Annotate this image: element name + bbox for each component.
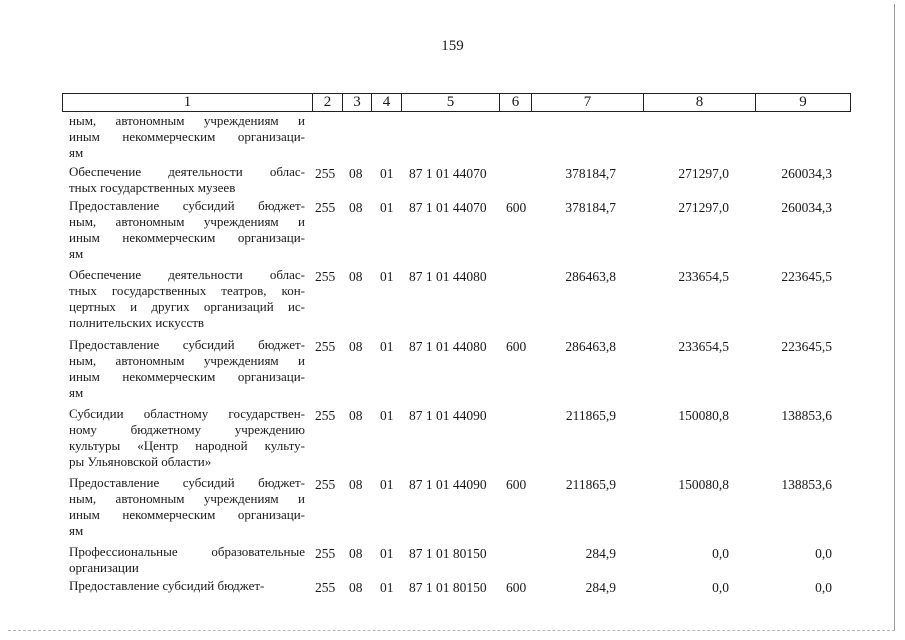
cell-col-8: 271297,0: [678, 200, 729, 215]
table-row: [0, 267, 905, 337]
cell-col-9: 223645,5: [781, 339, 832, 354]
table-row: [0, 406, 905, 475]
cell-col-9: 138853,6: [781, 477, 832, 492]
cell-col-7: 378184,7: [565, 166, 616, 181]
cell-col-8: 150080,8: [678, 408, 729, 423]
page-bottom-edge: [8, 630, 895, 631]
description-line: ры Ульяновской области»: [69, 454, 212, 469]
description-line: ям: [69, 145, 84, 160]
description-line: иным некоммерческим организаци-: [69, 507, 305, 522]
description-line: организации: [69, 560, 139, 575]
cell-col-7: 378184,7: [565, 200, 616, 215]
row-description: [69, 406, 305, 470]
cell-col-2: 255: [315, 166, 336, 181]
cell-col-4: 01: [380, 580, 394, 595]
header-col-7: 7: [532, 94, 644, 111]
cell-col-2: 255: [315, 269, 336, 284]
header-col-9: 9: [799, 94, 807, 110]
cell-col-9: 260034,3: [781, 200, 832, 215]
header-col-2: 2: [313, 94, 343, 111]
row-description: [69, 544, 305, 576]
description-line: Профессиональные образовательные: [69, 544, 305, 559]
cell-col-6: 600: [506, 580, 527, 595]
header-col-8: 8: [644, 94, 756, 111]
description-line: Обеспечение деятельности облас-: [69, 267, 305, 282]
cell-col-8: 150080,8: [678, 477, 729, 492]
table-row: [0, 544, 905, 578]
cell-col-5: 87 1 01 44090: [409, 477, 487, 492]
description-line: ным, автономным учреждениям и: [69, 214, 305, 229]
table-row: [0, 578, 905, 612]
table-row: [0, 337, 905, 406]
description-line: Субсидии областному государствен-: [69, 406, 305, 421]
description-line: полнительских искусств: [69, 315, 205, 330]
description-line: Обеспечение деятельности облас-: [69, 164, 305, 179]
description-line: Предоставление субсидий бюджет-: [69, 337, 305, 352]
header-col-4: 4: [372, 94, 402, 111]
description-line: тных государственных музеев: [69, 180, 236, 195]
cell-col-2: 255: [315, 546, 336, 561]
cell-col-8: 271297,0: [678, 166, 729, 181]
cell-col-2: 255: [315, 408, 336, 423]
cell-col-7: 211865,9: [565, 477, 616, 492]
cell-col-4: 01: [380, 477, 394, 492]
cell-col-3: 08: [349, 269, 363, 284]
description-line: иным некоммерческим организаци-: [69, 369, 305, 384]
row-description: [69, 337, 305, 401]
description-line: ным, автономным учреждениям и: [69, 491, 305, 506]
cell-col-9: 223645,5: [781, 269, 832, 284]
cell-col-3: 08: [349, 200, 363, 215]
cell-col-4: 01: [380, 200, 394, 215]
cell-col-4: 01: [380, 408, 394, 423]
cell-col-6: 600: [506, 477, 527, 492]
table-row: [0, 475, 905, 544]
cell-col-5: 87 1 01 80150: [409, 546, 487, 561]
header-col-5: 5: [402, 94, 500, 111]
cell-col-4: 01: [380, 269, 394, 284]
cell-col-7: 284,9: [585, 546, 616, 561]
row-description: [69, 267, 305, 331]
row-description: [69, 113, 305, 161]
cell-col-5: 87 1 01 44080: [409, 339, 487, 354]
header-col-1: 1: [63, 94, 313, 111]
description-line: ям: [69, 385, 84, 400]
cell-col-3: 08: [349, 477, 363, 492]
cell-col-4: 01: [380, 166, 394, 181]
header-col-3: 3: [343, 94, 372, 111]
cell-col-2: 255: [315, 200, 336, 215]
cell-col-9: 0,0: [815, 580, 832, 595]
cell-col-9: 260034,3: [781, 166, 832, 181]
description-line: иным некоммерческим организаци-: [69, 129, 305, 144]
cell-col-3: 08: [349, 166, 363, 181]
cell-col-9: 0,0: [815, 546, 832, 561]
table-row: [0, 113, 905, 164]
cell-col-8: 233654,5: [678, 269, 729, 284]
description-line: Предоставление субсидий бюджет-: [69, 475, 305, 490]
cell-col-4: 01: [380, 546, 394, 561]
cell-col-4: 01: [380, 339, 394, 354]
row-description: [69, 475, 305, 539]
cell-col-2: 255: [315, 477, 336, 492]
description-line: ям: [69, 523, 84, 538]
description-line: иным некоммерческим организаци-: [69, 230, 305, 245]
cell-col-7: 286463,8: [565, 339, 616, 354]
cell-col-2: 255: [315, 339, 336, 354]
cell-col-5: 87 1 01 44090: [409, 408, 487, 423]
cell-col-6: 600: [506, 200, 527, 215]
table-row: [0, 198, 905, 267]
description-line: Предоставление субсидий бюджет-: [69, 578, 265, 593]
cell-col-5: 87 1 01 80150: [409, 580, 487, 595]
description-line: культуры «Центр народной культу-: [69, 438, 305, 453]
cell-col-7: 286463,8: [565, 269, 616, 284]
description-line: ным, автономным учреждениям и: [69, 353, 305, 368]
cell-col-3: 08: [349, 580, 363, 595]
cell-col-7: 284,9: [585, 580, 616, 595]
cell-col-3: 08: [349, 546, 363, 561]
page-number: 159: [441, 38, 464, 54]
cell-col-9: 138853,6: [781, 408, 832, 423]
description-line: ному бюджетному учреждению: [69, 422, 305, 437]
description-line: ям: [69, 246, 84, 261]
cell-col-8: 0,0: [712, 580, 729, 595]
table-row: [0, 164, 905, 198]
row-description: [69, 198, 305, 262]
header-col-6: 6: [500, 94, 532, 111]
description-line: тных государственных театров, кон-: [69, 283, 305, 298]
row-description: [69, 164, 305, 196]
cell-col-2: 255: [315, 580, 336, 595]
cell-col-5: 87 1 01 44070: [409, 166, 487, 181]
row-description: [69, 578, 305, 594]
description-line: цертных и других организаций ис-: [69, 299, 305, 314]
table-header: [62, 93, 851, 112]
cell-col-5: 87 1 01 44070: [409, 200, 487, 215]
cell-col-6: 600: [506, 339, 527, 354]
cell-col-8: 233654,5: [678, 339, 729, 354]
description-line: ным, автономным учреждениям и: [69, 113, 305, 128]
description-line: Предоставление субсидий бюджет-: [69, 198, 305, 213]
cell-col-5: 87 1 01 44080: [409, 269, 487, 284]
cell-col-3: 08: [349, 339, 363, 354]
cell-col-3: 08: [349, 408, 363, 423]
cell-col-7: 211865,9: [565, 408, 616, 423]
cell-col-8: 0,0: [712, 546, 729, 561]
